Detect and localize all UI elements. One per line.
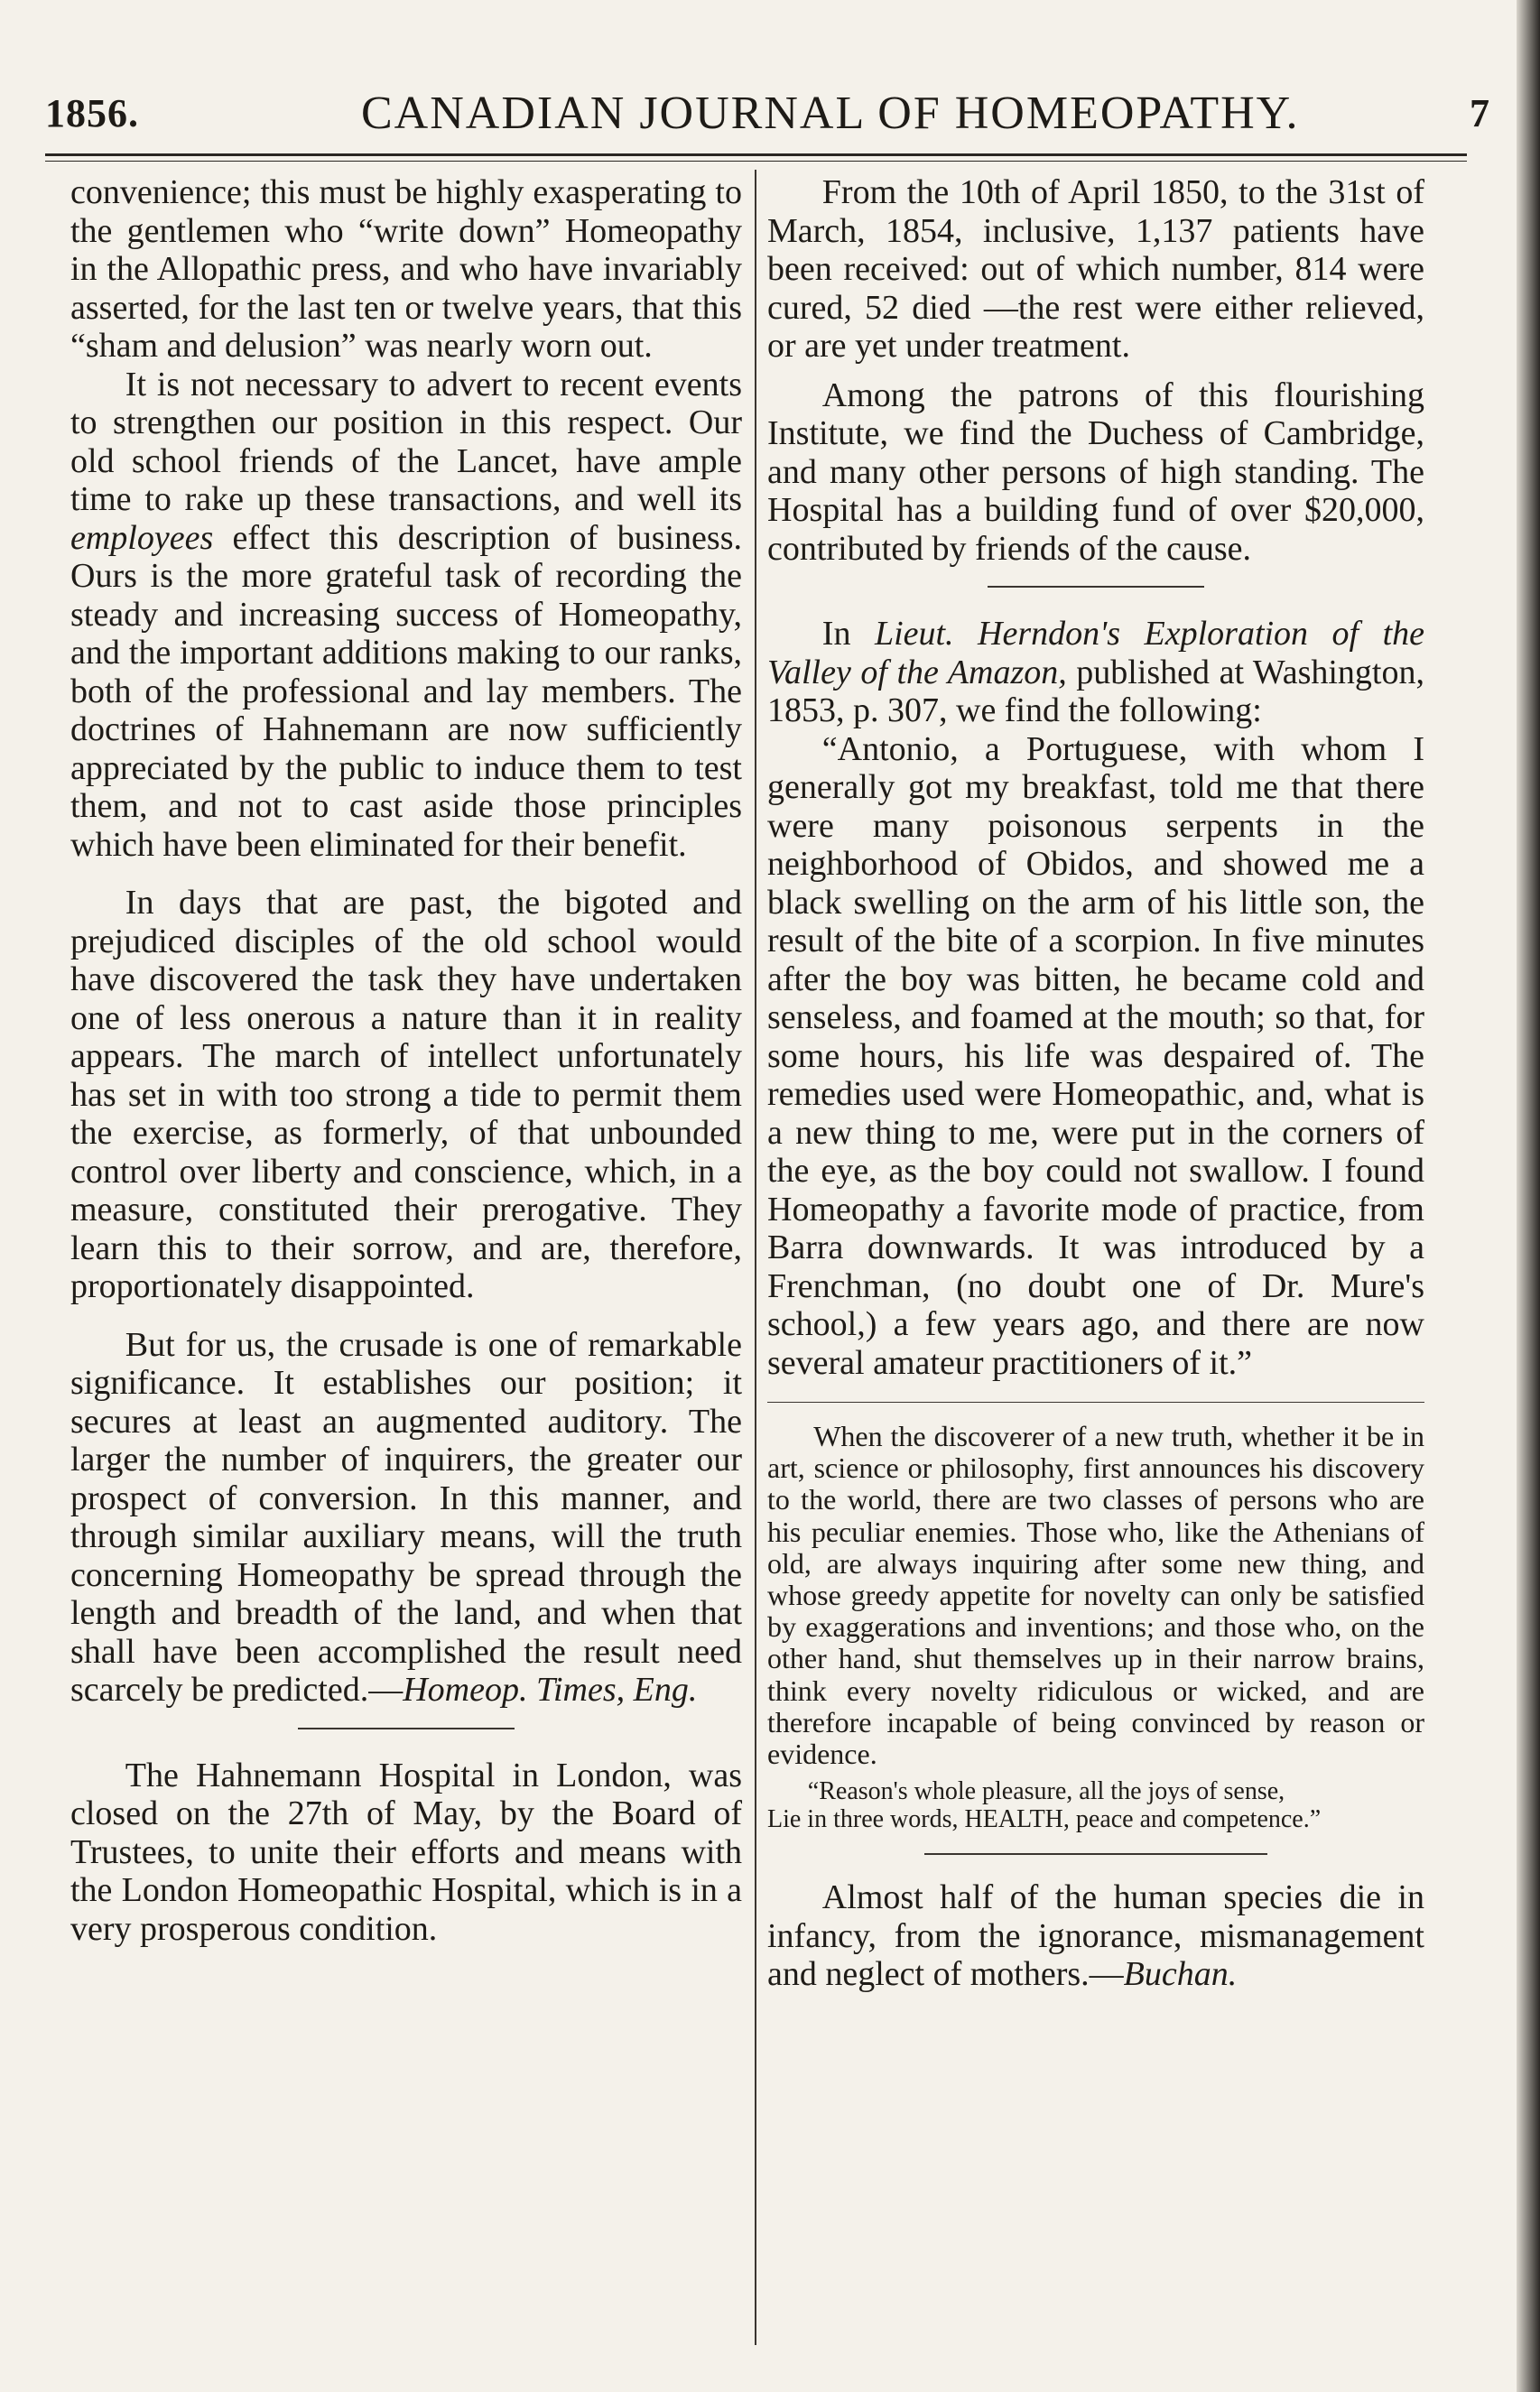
left-paragraph-3: In days that are past, the bigoted and prejudiced disciples of the old school would have discovered the task they have undertaken one of less onerous a nature than it in reality appears. The march of intellect unfortunately has set in with too strong a tide to permit them the exercise, as formerly, of that unbounded control over liberty and conscience, which, in a measure, constituted their prerogative. They learn this to their sorrow, and are, therefore, proportionately disappointed. xyxy=(70,884,742,1305)
discoverer-paragraph: When the discoverer of a new truth, whether it be in art, science or philosophy, first announces his discovery to the world, there are two classes of persons who are his peculiar enemies. Those who, like the Athenians of old, are always inquiring after some new thing, and whose greedy appetite for novelty can only be satisfied by exaggerations and inventions; and those who, on the other hand, shut themselves up in their narrow brains, think every novelty ridiculous or wicked, and are therefore incapable of being convinced by reason or evidence. xyxy=(767,1420,1424,1771)
journal-title: CANADIAN JOURNAL OF HOMEOPATHY. xyxy=(361,88,1300,139)
left-paragraph-5: The Hahnemann Hospital in London, was closed on the 27th of May, by the Board of Trustees, to unite their efforts and means with the London Homeopathic Hospital, which is in a very prosperous condition. xyxy=(70,1756,742,1948)
final-paragraph: Almost half of the human species die in infancy, from the ignorance, mismanagement and neglect of mothers.—Buchan. xyxy=(767,1878,1424,1994)
section-separator xyxy=(767,1402,1424,1403)
left-paragraph-2: It is not necessary to advert to recent events to strengthen our position in this respect. Our old school friends of the Lancet, have ample time to rake up these transactions, and well its employees effect this description of business. Ours is the more grateful task of recording the steady and increasing success of Homeopathy, and the important additions making to our ranks, both of the professional and lay members. The doctrines of Hahnemann are now sufficiently appreciated by the public to induce them to test them, and not to cast aside those principles which have been eliminated for their benefit. xyxy=(70,365,742,864)
left-paragraph-1: convenience; this must be highly exasperating to the gentlemen who “write down” Homeopathy in the Allopathic press, and who have invariably asserted, for the last ten or twelve years, that this “sham and delusion” was nearly worn out. xyxy=(70,173,742,365)
right-paragraph-3: In Lieut. Herndon's Exploration of the Valley of the Amazon, published at Washington, 1853, p. 307, we find the following: xyxy=(767,615,1424,729)
page-number: 7 xyxy=(1470,91,1489,135)
employees-italic: employees xyxy=(70,518,214,557)
right-column xyxy=(767,173,1424,1994)
page-edge-shadow xyxy=(1517,0,1540,2392)
section-separator xyxy=(988,586,1204,588)
column-divider xyxy=(755,170,756,2345)
section-separator xyxy=(924,1853,1267,1855)
verse-line-1: “Reason's whole pleasure, all the joys of sense, xyxy=(807,1777,1285,1806)
source-citation: Homeop. Times, Eng. xyxy=(403,1671,698,1709)
header-year: 1856. xyxy=(45,91,139,135)
running-header xyxy=(45,87,1489,141)
buchan-citation: Buchan. xyxy=(1123,1955,1238,1994)
book-title: Lieut. Herndon's Exploration of the Valley of the Amazon, xyxy=(767,615,1424,691)
left-paragraph-4: But for us, the crusade is one of remarkable significance. It establishes our position; it secures at least an augmented auditory. The larger the number of inquirers, the greater our prospect of conversion. In this manner, and through similar auxiliary means, will the truth concerning Homeopathy be spread through the length and breadth of the land, and when that shall have been accomplished the result need scarcely be predicted.—Homeop. Times, Eng. xyxy=(70,1325,742,1709)
herndon-quote: “Antonio, a Portuguese, with whom I generally got my breakfast, told me that there were many poisonous serpents in the neighborhood of Obidos, and showed me a black swelling on the arm of his little son, the result of the bite of a scorpion. In five minutes after the boy was bitten, he became cold and senseless, and foamed at the mouth; so that, for some hours, his life was despaired of. The remedies used were Homeopathic, and, what is a new thing to me, were put in the corners of the eye, as the boy could not swallow. I found Homeopathy a favorite mode of practice, from Barra downwards. It was introduced by a Frenchman, (no doubt one of Dr. Mure's school,) a few years ago, and there are now several amateur practitioners of it.” xyxy=(767,729,1424,1382)
left-column xyxy=(70,173,742,1948)
right-paragraph-1: From the 10th of April 1850, to the 31st of March, 1854, inclusive, 1,137 patients have been received: out of which number, 814 were cured, 52 died —the rest were either relieved, or are yet under treatment. xyxy=(767,173,1424,365)
header-rule-bottom xyxy=(45,161,1467,162)
header-rule-top xyxy=(45,153,1467,156)
section-separator xyxy=(298,1728,515,1729)
verse-line-2: Lie in three words, HEALTH, peace and competence.” xyxy=(767,1805,1322,1834)
right-paragraph-2: Among the patrons of this flourishing Institute, we find the Duchess of Cambridge, and many other persons of high standing. The Hospital has a building fund of over $20,000, contributed by friends of the cause. xyxy=(767,375,1424,568)
